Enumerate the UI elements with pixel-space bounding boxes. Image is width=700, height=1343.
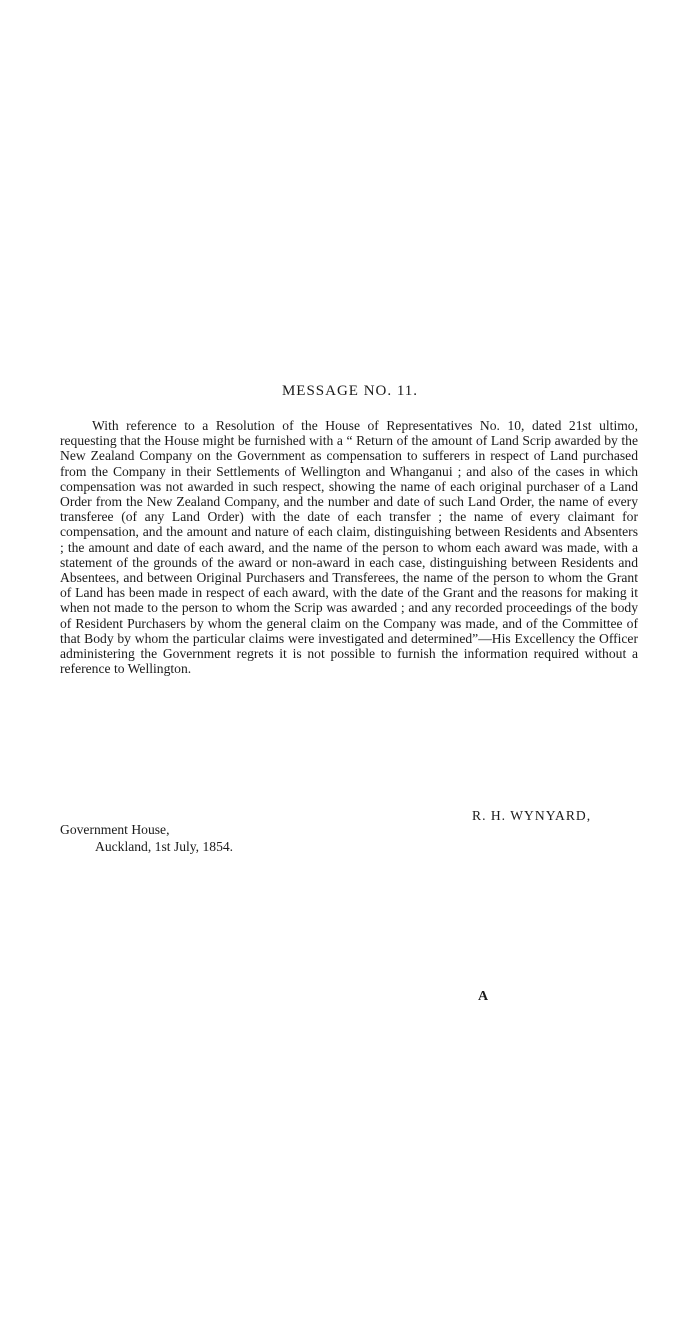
printer-signature-mark: A — [478, 989, 489, 1004]
signature-name: R. H. WYNYARD, — [472, 808, 592, 823]
issued-place: Government House, — [60, 822, 170, 837]
message-body: With reference to a Resolution of the House of Representatives No. 10, dated 21st ultimo, requesting that the House might be furnished with a “ Return of the amount of Land Scrip awarded by the New Zealand Company on the Government as compensation to sufferers in respect of Land purchased from the Company in their Settlements of Wellington and Whanganui ; and also of the cases in which compensation was not awarded in such respect, showing the name of each original purchaser of a Land Order from the New Zealand Company, and the number and date of such Land Order, the name of every transferee (of any Land Order) with the date of each transfer ; the name of every claimant for compensation, and the amount and nature of each claim, distinguishing between Residents and Absenters ; the amount and date of each award, and the name of the person to whom each award was made, with a statement of the grounds of the award or non-award in each case, distinguishing between Residents and Absentees, and between Original Purchasers and Transferees, the name of the person to whom the Grant of Land has been made in respect of each award, with the date of the Grant and the reasons for making it when not made to the person to whom the Scrip was awarded ; and any recorded proceedings of the body of Resident Purchasers by whom the general claim on the Company was made, and of the Committee of that Body by whom the particular claims were investigated and determined”—His Excellency the Officer administering the Government regrets it is not possible to furnish the information required without a reference to Wellington. — [60, 418, 638, 677]
message-heading: MESSAGE NO. 11. — [281, 383, 419, 399]
issued-date: Auckland, 1st July, 1854. — [95, 839, 234, 854]
